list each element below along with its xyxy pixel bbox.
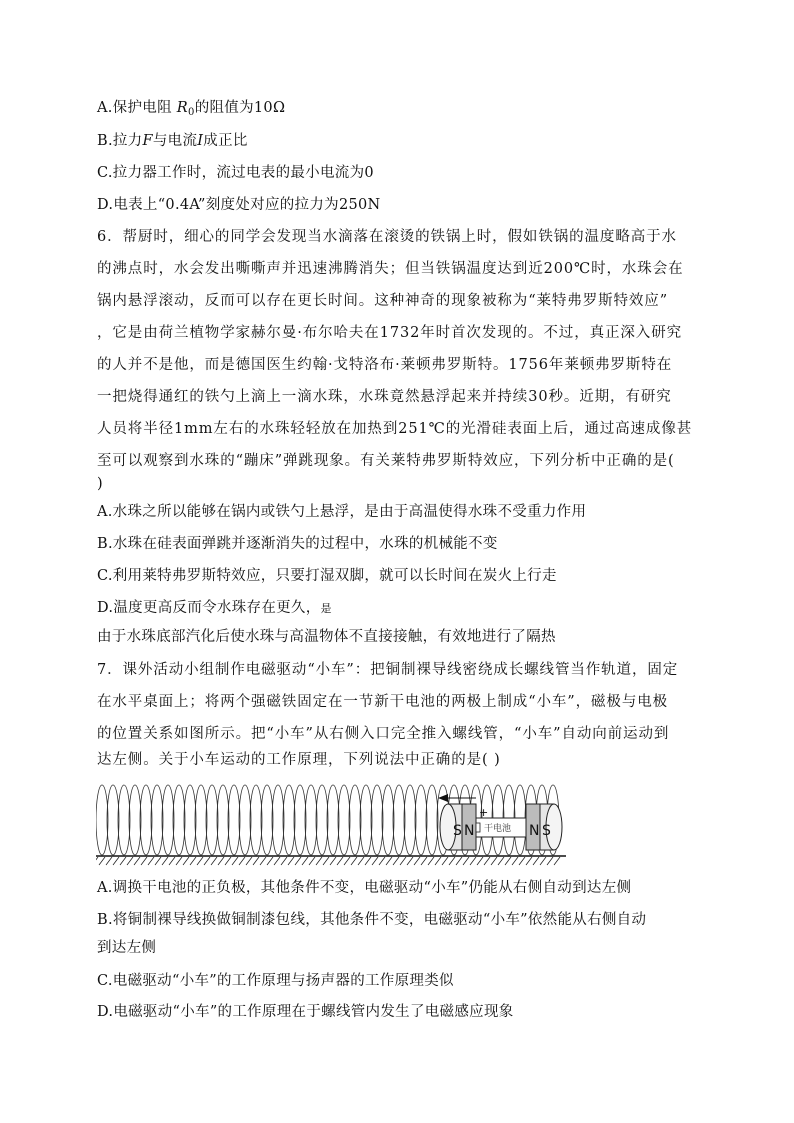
hatch-line xyxy=(169,857,175,865)
hatch-line xyxy=(540,857,546,865)
coil-loop xyxy=(283,785,295,855)
hatch-line xyxy=(442,857,448,865)
coil-loop xyxy=(250,785,262,855)
left-magnet-n-label: N xyxy=(464,823,475,839)
hatch-line xyxy=(246,857,252,865)
hatch-line xyxy=(449,857,455,865)
q7-option-d[interactable]: D.电磁驱动“小车”的工作原理在于螺线管内发生了电磁感应现象 xyxy=(97,1004,514,1020)
q5-option-b[interactable]: B.拉力F与电流I成正比 xyxy=(97,133,248,149)
coil-loop xyxy=(184,785,196,855)
q5-option-a[interactable]: A.保护电阻 $R_0$的阻值为10Ω xyxy=(97,100,286,118)
hatch-line xyxy=(281,857,287,865)
hatch-line xyxy=(190,857,196,865)
coil-loop xyxy=(371,785,383,855)
q7-stem-line: 的位置关系如图所示。把“小车”从右侧入口完全推入螺线管，“小车”自动向前运动到 xyxy=(97,726,670,742)
hatch-line xyxy=(379,857,385,865)
hatch-line xyxy=(477,857,483,865)
coil-loop xyxy=(228,785,240,855)
q6-stem-line: 的沸点时，水会发出嘶嘶声并迅速沸腾消失；但当铁锅温度达到近200℃时，水珠会在 xyxy=(97,261,684,277)
hatch-line xyxy=(120,857,126,865)
hatch-line xyxy=(435,857,441,865)
q6-stem-line: 人员将半径1mm左右的水珠轻轻放在加热到251℃的光滑硅表面上后，通过高速成像甚 xyxy=(97,421,693,437)
coil-loop xyxy=(327,785,339,855)
coil-loop xyxy=(382,785,394,855)
hatch-line xyxy=(491,857,497,865)
hatch-line xyxy=(344,857,350,865)
hatch-line xyxy=(358,857,364,865)
hatch-line xyxy=(400,857,406,865)
hatch-line xyxy=(106,857,112,865)
hatch-line xyxy=(330,857,336,865)
hatch-line xyxy=(218,857,224,865)
hatch-line xyxy=(274,857,280,865)
coil-loop xyxy=(217,785,229,855)
hatch-line xyxy=(463,857,469,865)
q6-stem-line: 锅内悬浮滚动，反而可以存在更长时间。这种神奇的现象被称为“莱特弗罗斯特效应” xyxy=(97,293,669,309)
hatch-line xyxy=(162,857,168,865)
coil-loop xyxy=(140,785,152,855)
coil-loop xyxy=(360,785,372,855)
coil-loop xyxy=(206,785,218,855)
hatch-line xyxy=(260,857,266,865)
left-magnet-s-label: S xyxy=(453,823,462,839)
hatch-line xyxy=(484,857,490,865)
q7-stem-line: 在水平桌面上；将两个强磁铁固定在一节新干电池的两极上制成“小车”，磁极与电极 xyxy=(97,694,669,710)
r0-symbol: R xyxy=(176,100,189,116)
hatch-line xyxy=(232,857,238,865)
coil-loop xyxy=(404,785,416,855)
hatch-line xyxy=(176,857,182,865)
q6-option-b[interactable]: B.水珠在硅表面弹跳并逐渐消失的过程中，水珠的机械能不变 xyxy=(97,536,498,552)
q7-option-c[interactable]: C.电磁驱动“小车”的工作原理与扬声器的工作原理类似 xyxy=(97,973,454,989)
coil-loop xyxy=(173,785,185,855)
left-magnet xyxy=(440,804,476,850)
hatch-line xyxy=(253,857,259,865)
hatch-line xyxy=(386,857,392,865)
q5-option-d[interactable]: D.电表上“0.4A”刻度处对应的拉力为250N xyxy=(97,197,381,213)
hatch-line xyxy=(554,857,560,865)
coil-loop xyxy=(151,785,163,855)
hatch-line xyxy=(204,857,210,865)
q7-option-b[interactable]: B.将铜制裸导线换做铜制漆包线，其他条件不变，电磁驱动“小车”依然能从右侧自动 xyxy=(97,912,647,928)
q6-option-c[interactable]: C.利用莱特弗罗斯特效应，只要打湿双脚，就可以长时间在炭火上行走 xyxy=(97,568,557,584)
q6-option-a[interactable]: A.水珠之所以能够在锅内或铁勺上悬浮，是由于高温使得水珠不受重力作用 xyxy=(97,504,587,520)
coil-loop xyxy=(426,785,438,855)
hatch-line xyxy=(309,857,315,865)
q7-stem-line: 达左侧。关于小车运动的工作原理，下列说法中正确的是( ) xyxy=(97,752,501,768)
hatch-line xyxy=(498,857,504,865)
hatch-line xyxy=(211,857,217,865)
battery-label: 干电池 xyxy=(484,824,512,834)
hatch-line xyxy=(533,857,539,865)
coil-loop xyxy=(415,785,427,855)
q5-option-c[interactable]: C.拉力器工作时，流过电表的最小电流为0 xyxy=(97,165,374,181)
coil-loop xyxy=(349,785,361,855)
q6-stem-line: 一把烧得通红的铁勺上滴上一滴水珠，水珠竟然悬浮起来并持续30秒。近期，有研究 xyxy=(97,389,672,405)
coil-loop xyxy=(129,785,141,855)
hatch-line xyxy=(295,857,301,865)
hatch-line xyxy=(547,857,553,865)
battery xyxy=(476,806,526,837)
coil-loop xyxy=(118,785,130,855)
hatch-line xyxy=(316,857,322,865)
hatch-line xyxy=(239,857,245,865)
q6-option-d-cont: 由于水珠底部汽化后使水珠与高温物体不直接接触，有效地进行了隔热 xyxy=(97,629,556,645)
coil-loop xyxy=(239,785,251,855)
hatch-line xyxy=(407,857,413,865)
hatch-line xyxy=(127,857,133,865)
hatch-line xyxy=(141,857,147,865)
coil-loop xyxy=(272,785,284,855)
hatch-line xyxy=(421,857,427,865)
q7-option-a[interactable]: A.调换干电池的正负极，其他条件不变，电磁驱动“小车”仍能从右侧自动到达左侧 xyxy=(97,880,632,896)
hatch-line xyxy=(288,857,294,865)
right-magnet-n-label: N xyxy=(529,823,540,839)
hatch-line xyxy=(183,857,189,865)
hatch-line xyxy=(225,857,231,865)
q6-answer-paren: ) xyxy=(97,476,104,492)
coil-loop xyxy=(393,785,405,855)
hatch-line xyxy=(512,857,518,865)
hatch-line xyxy=(365,857,371,865)
right-magnet-s-label: S xyxy=(542,823,551,839)
table-surface xyxy=(96,856,566,865)
hatch-line xyxy=(96,857,98,865)
hatch-line xyxy=(113,857,119,865)
hatch-line xyxy=(323,857,329,865)
hatch-line xyxy=(526,857,532,865)
q6-stem-line: 至可以观察到水珠的“蹦床”弹跳现象。有关莱特弗罗斯特效应，下列分析中正确的是( xyxy=(97,453,675,469)
coil-loop xyxy=(195,785,207,855)
coil-loop xyxy=(305,785,317,855)
hatch-line xyxy=(414,857,420,865)
hatch-line xyxy=(197,857,203,865)
coil-loop xyxy=(338,785,350,855)
hatch-line xyxy=(99,857,105,865)
hatch-line xyxy=(393,857,399,865)
hatch-line xyxy=(267,857,273,865)
q6-stem-line: 6．帮厨时，细心的同学会发现当水滴落在滚烫的铁锅上时，假如铁锅的温度略高于水 xyxy=(97,229,677,245)
q7-option-b-cont: 到达左侧 xyxy=(97,940,157,956)
coil-loop xyxy=(107,785,119,855)
coil-loop xyxy=(162,785,174,855)
battery-plus-label: + xyxy=(479,806,489,819)
hatch-line xyxy=(519,857,525,865)
coil-loop xyxy=(294,785,306,855)
hatch-line xyxy=(351,857,357,865)
hatch-line xyxy=(505,857,511,865)
hatch-line xyxy=(134,857,140,865)
q6-option-d[interactable]: D.温度更高反而令水珠存在更久，是 xyxy=(97,600,332,616)
coil-loop xyxy=(261,785,273,855)
hatch-line xyxy=(470,857,476,865)
q6-stem-line: 的人并不是他，而是德国医生约翰·戈特洛布·莱顿弗罗斯特。1756年莱顿弗罗斯特在 xyxy=(97,357,673,373)
hatch-line xyxy=(337,857,343,865)
hatch-line xyxy=(456,857,462,865)
hatch-line xyxy=(155,857,161,865)
hatch-line xyxy=(372,857,378,865)
hatch-line xyxy=(148,857,154,865)
coil-loop xyxy=(96,785,108,855)
hatch-line xyxy=(428,857,434,865)
hatch-line xyxy=(302,857,308,865)
right-magnet xyxy=(526,804,562,850)
q7-stem-line: 7．课外活动小组制作电磁驱动“小车”：把铜制裸导线密绕成长螺线管当作轨道，固定 xyxy=(97,662,679,678)
solenoid-figure xyxy=(96,780,576,870)
q6-stem-line: ，它是由荷兰植物学家赫尔曼·布尔哈夫在1732年时首次发现的。不过，真正深入研究 xyxy=(97,325,683,341)
coil-loop xyxy=(316,785,328,855)
